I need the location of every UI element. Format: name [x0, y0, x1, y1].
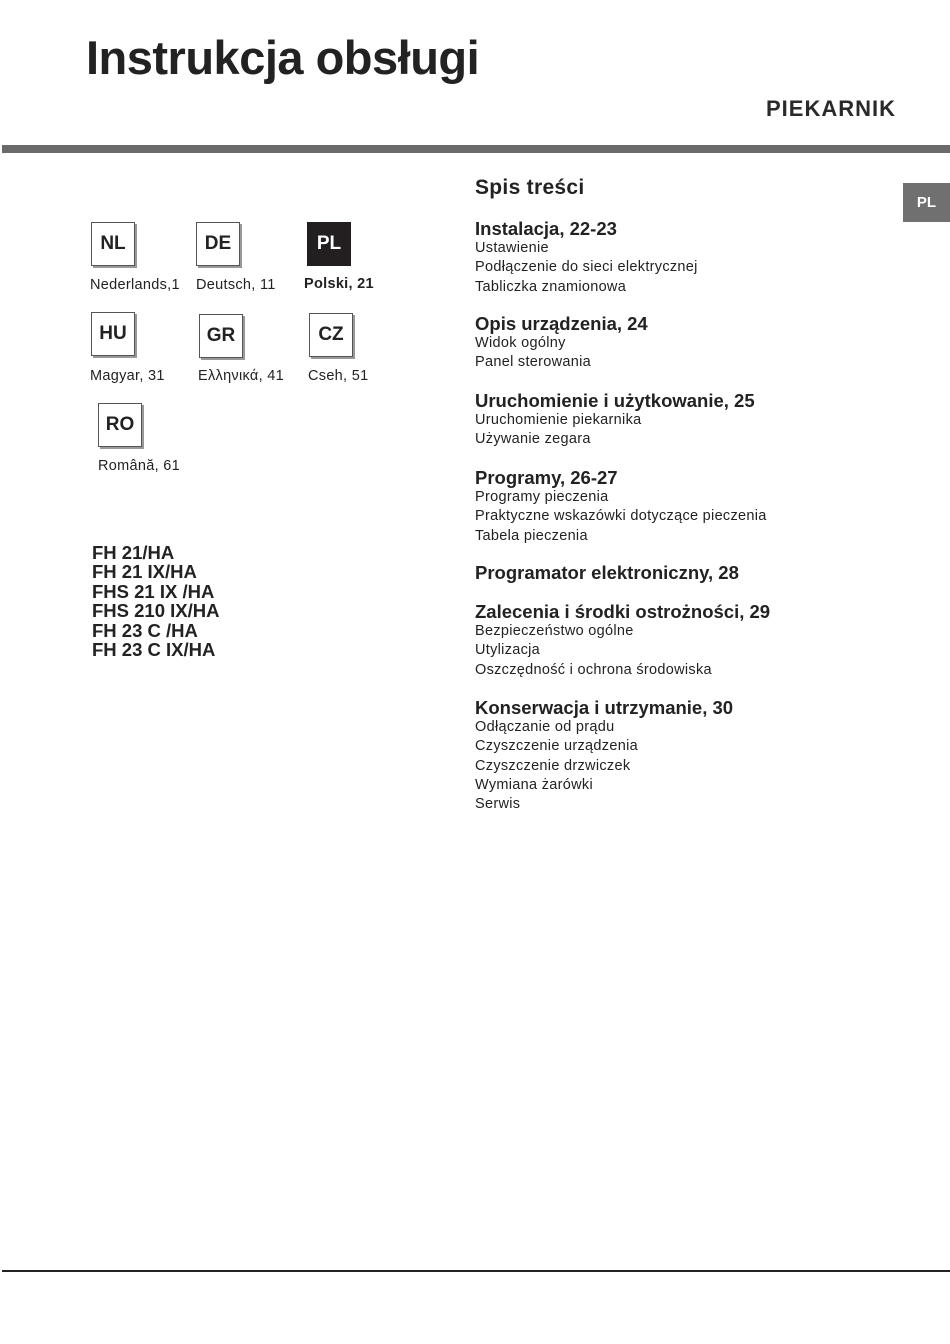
model-item: FH 23 C IX/HA: [92, 639, 216, 661]
language-code: DE: [196, 222, 240, 266]
language-label: Polski, 21: [304, 276, 374, 292]
language-label: Română, 61: [98, 458, 180, 474]
model-item: FH 21/HA: [92, 542, 175, 563]
toc-item: Panel sterowania: [475, 354, 592, 371]
language-code: CZ: [309, 313, 353, 357]
language-cz[interactable]: [308, 313, 369, 384]
toc-item: Utylizacja: [475, 642, 541, 659]
language-code: GR: [199, 314, 243, 358]
toc-heading: Programy, 26-27: [475, 467, 618, 488]
toc-item: Serwis: [475, 796, 521, 813]
footer-divider: [2, 1270, 950, 1272]
language-code: NL: [91, 222, 135, 266]
toc-section-description: [475, 313, 648, 373]
header-divider: [2, 145, 950, 153]
model-list: [92, 543, 220, 659]
language-side-tab: PL: [903, 183, 950, 222]
toc-heading: Zalecenia i środki ostrożności, 29: [475, 601, 771, 622]
language-label: Deutsch, 11: [196, 277, 276, 293]
toc-item: Oszczędność i ochrona środowiska: [475, 661, 712, 678]
toc-item: Używanie zegara: [475, 431, 591, 448]
toc-item: Podłączenie do sieci elektrycznej: [475, 259, 698, 276]
toc-heading: Instalacja, 22-23: [475, 218, 617, 239]
toc-item: Programy pieczenia: [475, 489, 609, 505]
model-item: FH 21 IX/HA: [92, 561, 197, 583]
toc-heading: Programator elektroniczny, 28: [475, 562, 739, 583]
toc-title: Spis treści: [475, 176, 585, 199]
language-label: Ελληνικά, 41: [198, 368, 284, 384]
language-label: Magyar, 31: [90, 368, 165, 384]
product-type: PIEKARNIK: [765, 96, 896, 121]
toc-item: Widok ogólny: [475, 335, 566, 351]
model-item: FHS 210 IX/HA: [92, 600, 220, 622]
language-ro[interactable]: [98, 403, 180, 474]
toc-section-start: [475, 390, 755, 450]
toc-item: Wymiana żarówki: [475, 776, 593, 793]
language-hu[interactable]: [90, 312, 165, 384]
toc-heading: Opis urządzenia, 24: [475, 313, 648, 334]
language-label: Nederlands,1: [90, 277, 180, 293]
language-pl[interactable]: [304, 222, 374, 292]
toc-item: Bezpieczeństwo ogólne: [475, 623, 634, 639]
language-de[interactable]: [196, 222, 276, 293]
toc-item: Czyszczenie drzwiczek: [475, 757, 631, 774]
toc-item: Czyszczenie urządzenia: [475, 738, 638, 755]
language-code: RO: [98, 403, 142, 447]
page-title: Instrukcja obsługi: [86, 31, 480, 84]
toc-item: Tabliczka znamionowa: [475, 278, 627, 295]
toc-heading: Uruchomienie i użytkowanie, 25: [475, 390, 755, 411]
toc-item: Uruchomienie piekarnika: [475, 412, 642, 428]
language-code: HU: [91, 312, 135, 356]
model-item: FH 23 C /HA: [92, 619, 198, 641]
language-label: Cseh, 51: [308, 368, 369, 384]
toc-section-installation: [475, 218, 698, 297]
language-gr[interactable]: [198, 314, 284, 384]
toc-item: Ustawienie: [475, 240, 549, 256]
toc-section-programs: [475, 467, 767, 546]
toc-item: Odłączanie od prądu: [475, 719, 615, 735]
toc-section-maintenance: [475, 697, 733, 814]
toc-section-safety: [475, 601, 770, 680]
toc-heading: Konserwacja i utrzymanie, 30: [475, 697, 734, 718]
toc-item: Tabela pieczenia: [475, 527, 588, 544]
toc-section-programmer: [475, 562, 739, 583]
language-nl[interactable]: [90, 222, 180, 293]
toc-item: Praktyczne wskazówki dotyczące pieczenia: [475, 508, 767, 525]
model-item: FHS 21 IX /HA: [92, 580, 215, 602]
language-code: PL: [307, 222, 351, 266]
